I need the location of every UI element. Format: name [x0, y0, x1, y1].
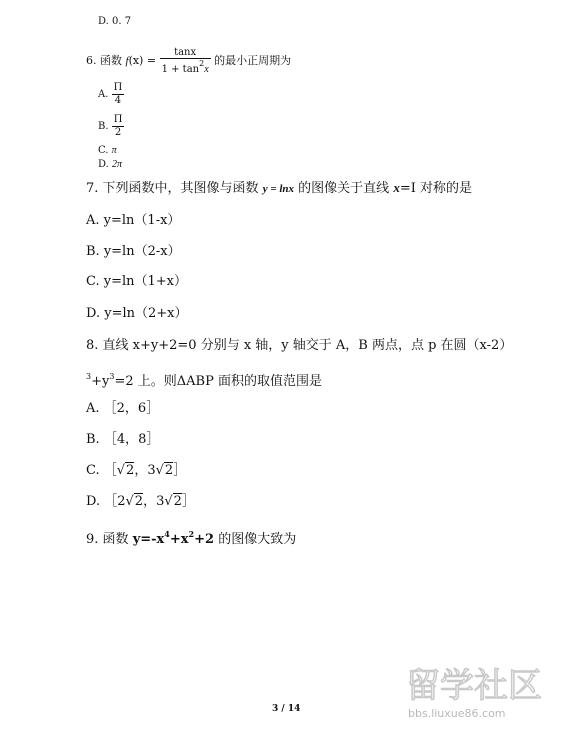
q8-d-sqrt-1: √2: [125, 494, 144, 509]
q7-option-c: C. y=ln（1+x）: [86, 274, 188, 289]
q9-exp-4: 4: [164, 529, 170, 539]
q8-c-sqrt-1: √2: [116, 463, 135, 478]
q8-option-c: [86, 463, 186, 479]
q6-d-label: D.: [98, 159, 109, 170]
q8-d-post: ］: [181, 494, 195, 509]
q7-option-d: D. y=ln（2+x）: [86, 306, 188, 321]
q6-b-num: Π: [113, 114, 123, 125]
q6-c-value: π: [111, 145, 117, 156]
q6-option-c: [98, 145, 117, 157]
question-8-line-2: [86, 369, 322, 390]
q6-d-value: 2π: [112, 159, 123, 170]
q6-number: 6. 函数: [86, 54, 122, 67]
q6-b-den: 2: [114, 127, 122, 138]
q6-den-a: 1 + tan: [161, 64, 200, 75]
q7-text-a: 7. 下列函数中，其图像与函数: [86, 181, 259, 196]
q8-d-mid: ，3: [143, 494, 165, 509]
option-d-previous: D. 0. 7: [98, 16, 132, 27]
q8-exp-1: 3: [86, 372, 92, 381]
q6-a-label: A.: [98, 89, 109, 100]
q8-c-sqrt-2: √2: [155, 463, 174, 478]
q7-x: x: [393, 180, 400, 195]
q7-text-b: 的图像关于直线: [298, 181, 390, 196]
q8-d-radicand-1: 2: [134, 494, 144, 509]
q6-b-label: B.: [98, 121, 109, 132]
q7-text-c: =I 对称的是: [399, 181, 472, 196]
q9-fn-c: +2: [194, 532, 215, 547]
q7-option-b: B. y=ln（2-x）: [86, 244, 181, 259]
q8-c-pre: C. ［: [86, 463, 117, 478]
q6-fraction: [160, 47, 211, 75]
page-number: 3 / 14: [272, 704, 301, 714]
q8-c-radicand-1: 2: [126, 463, 135, 478]
q8-tail: =2 上。则ΔABP 面积的取值范围是: [114, 374, 322, 389]
question-9: [86, 526, 296, 548]
q6-c-label: C.: [98, 145, 109, 156]
q6-b-fraction: [112, 114, 125, 139]
q6-den-b: x: [204, 64, 209, 75]
q9-exp-2: 2: [188, 529, 195, 539]
q6-tail: 的最小正周期为: [214, 54, 292, 67]
q9-fn-a: y=-x: [132, 532, 165, 547]
q6-numerator: tanx: [160, 47, 211, 59]
q8-d-radicand-2: 2: [173, 494, 182, 509]
q9-text-a: 9. 函数: [86, 532, 129, 547]
q8-mid: +y: [91, 374, 110, 389]
watermark-text: 留学社区: [406, 666, 542, 706]
q9-text-b: 的图像大致为: [218, 532, 297, 547]
q8-c-mid: ，3: [134, 463, 156, 478]
q6-option-d: [98, 159, 122, 171]
q7-option-a: A. y=ln（1-x）: [86, 213, 181, 228]
q8-option-a: A. ［2，6］: [86, 401, 160, 416]
q6-a-fraction: [112, 82, 125, 107]
q7-function: y = lnx: [262, 183, 295, 195]
q8-d-pre: D. ［2: [86, 494, 126, 509]
question-7: [86, 180, 472, 197]
q8-c-radicand-2: 2: [164, 463, 174, 478]
q9-function: [132, 529, 215, 547]
q6-denominator: [160, 59, 211, 75]
q6-a-num: Π: [113, 82, 123, 93]
q6-eq: =: [143, 54, 160, 67]
q6-den-exp: 2: [199, 59, 205, 68]
question-6: [86, 47, 291, 75]
q6-f: f: [125, 55, 129, 67]
watermark-graphic: [402, 663, 562, 723]
watermark-logo: [402, 663, 562, 723]
q6-x: (x): [128, 54, 144, 67]
q6-option-b: [98, 114, 124, 139]
q9-fn-b: +x: [169, 532, 189, 547]
q8-exp-2: 3: [109, 372, 115, 381]
question-8-line-1: 8. 直线 x+y+2=0 分别与 x 轴，y 轴交于 A，B 两点，点 p 在圆（x-2）: [86, 338, 513, 353]
q8-option-d: [86, 494, 195, 510]
q8-c-post: ］: [173, 463, 187, 478]
watermark-url: bbs.liuxue86.com: [408, 707, 506, 720]
q8-d-sqrt-2: √2: [164, 494, 182, 509]
q8-option-b: B. ［4，8］: [86, 432, 160, 447]
q6-a-den: 4: [114, 95, 122, 106]
q6-option-a: [98, 82, 124, 107]
